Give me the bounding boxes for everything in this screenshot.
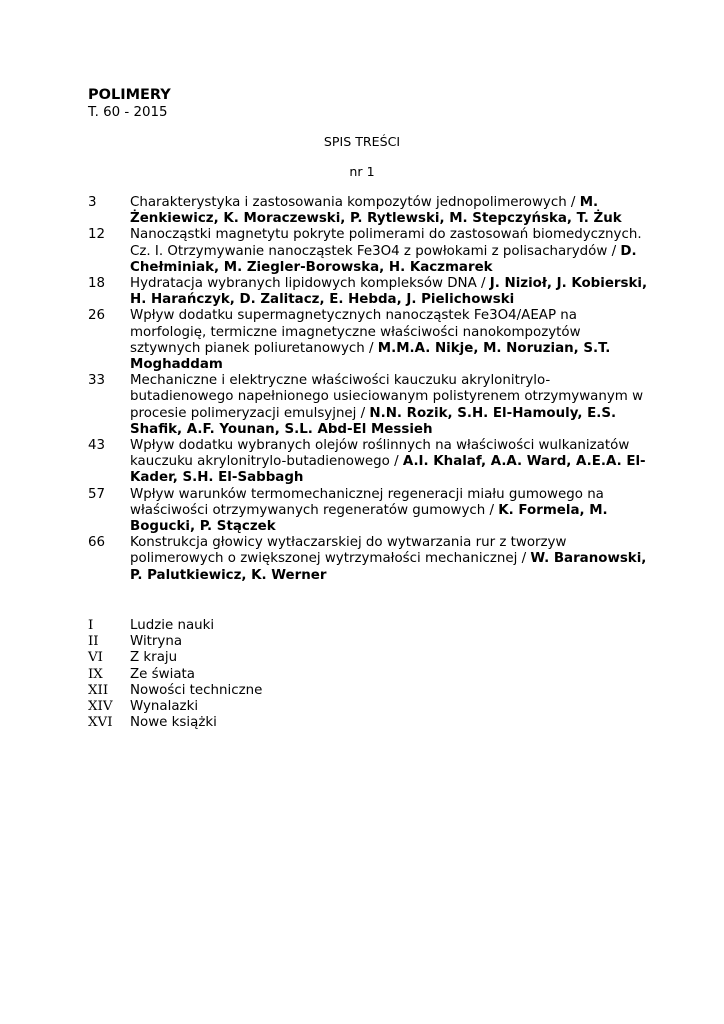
article-title: Konstrukcja głowicy wytłaczarskiej do wytwarzania rur z tworzyw polimerowych o zwiększonej wytrzymałości mechanicznej / (130, 535, 567, 567)
article-page-number: 66 (88, 535, 106, 551)
article-authors: M. Żenkiewicz, K. Moraczewski, P. Rytlewski, M. Stepczyńska, T. Żuk (130, 195, 622, 227)
section-page-number: XVI (88, 715, 113, 731)
article-authors: N.N. Rozik, S.H. El-Hamouly, E.S. Shafik, A.F. Younan, S.L. Abd-El Messieh (130, 405, 617, 437)
article-page-number: 43 (88, 438, 106, 454)
article-page-number: 33 (88, 373, 106, 389)
article-authors: D. Chełminiak, M. Ziegler-Borowska, H. Kaczmarek (130, 243, 637, 275)
article-title: Mechaniczne i elektryczne właściwości kauczuku akrylonitrylo-butadienowego napełnionego usieciowanym polistyrenem otrzymywanym w procesie polimeryzacji emulsyjnej / (130, 373, 644, 421)
section-name: Ludzie nauki (130, 618, 215, 633)
section-name: Z kraju (130, 650, 178, 666)
article-title: Hydratacja wybranych lipidowych kompleksów DNA / (130, 276, 490, 292)
section-entry (88, 683, 488, 699)
article-title: Charakterystyka i zastosowania kompozytów jednopolimerowych / (130, 195, 580, 210)
article-text (130, 373, 648, 438)
section-name: Witryna (130, 634, 183, 650)
section-page-number: VI (88, 650, 103, 666)
article-authors: M.M.A. Nikje, M. Noruzian, S.T. Moghaddam (130, 340, 611, 373)
article-page-number: 12 (88, 227, 106, 243)
section-page-number: XII (88, 682, 109, 698)
section-page-number: XIV (88, 699, 113, 715)
section-name: Ze świata (130, 666, 195, 682)
volume-label: T. 60 - 2015 (88, 105, 168, 120)
article-text (130, 227, 648, 276)
section-name: Wynalazki (130, 699, 199, 715)
article-authors: K. Formela, M. Bogucki, P. Stączek (130, 502, 608, 535)
article-authors: J. Nizioł, J. Kobierski, H. Harańczyk, D. Zalitacz, E. Hebda, J. Pielichowski (130, 276, 648, 308)
article-authors: W. Baranowski, P. Palutkiewicz, K. Werner (130, 551, 647, 583)
article-list (88, 195, 648, 584)
section-page-number: I (88, 618, 94, 633)
article-page-number: 26 (88, 308, 106, 324)
section-entry (88, 634, 488, 650)
article-page-number: 18 (88, 276, 106, 292)
section-entry (88, 667, 488, 683)
article-entry (88, 535, 648, 584)
article-entry (88, 308, 648, 373)
section-entry (88, 618, 488, 634)
issue-label: nr 1 (349, 164, 375, 179)
article-title: Nanocząstki magnetytu pokryte polimerami do zastosowań biomedycznych. Cz. I. Otrzymywanie nanocząstek Fe3O4 z powłokami z polisacharydów / (130, 227, 642, 259)
article-entry (88, 487, 648, 536)
article-page-number: 57 (88, 486, 106, 502)
article-entry (88, 195, 648, 227)
article-title: Wpływ dodatku wybranych olejów roślinnych na właściwości wulkanizatów kauczuku akrylonitrylo-butadienowego / (130, 438, 630, 470)
toc-heading: SPIS TREŚCI (323, 134, 401, 149)
article-entry (88, 276, 648, 308)
article-page-number: 3 (88, 195, 97, 210)
article-entry (88, 373, 648, 438)
section-name: Nowości techniczne (130, 682, 263, 698)
article-text (130, 276, 648, 308)
section-page-number: IX (88, 666, 103, 682)
section-list (88, 618, 488, 731)
article-entry (88, 438, 648, 487)
article-authors: A.I. Khalaf, A.A. Ward, A.E.A. El-Kader, S.H. El-Sabbagh (130, 454, 646, 486)
section-entry (88, 715, 488, 731)
article-text (130, 438, 648, 487)
article-text (130, 487, 648, 536)
journal-title: POLIMERY (88, 87, 171, 103)
article-title: Wpływ dodatku supermagnetycznych nanocząstek Fe3O4/AEAP na morfologię, termiczne imagnetyczne właściwości nanokompozytów sztywnych pianek poliuretanowych / (130, 308, 581, 356)
article-text (130, 308, 648, 373)
document-page (88, 86, 648, 731)
article-title: Wpływ warunków termomechanicznej regeneracji miału gumowego na właściwości otrzymywanych regeneratów gumowych / (130, 486, 604, 518)
section-entry (88, 699, 488, 715)
section-page-number: II (88, 634, 99, 650)
article-entry (88, 227, 648, 276)
section-name: Nowe książki (130, 715, 217, 731)
article-text (130, 535, 648, 584)
article-text (130, 195, 648, 227)
section-entry (88, 650, 488, 666)
